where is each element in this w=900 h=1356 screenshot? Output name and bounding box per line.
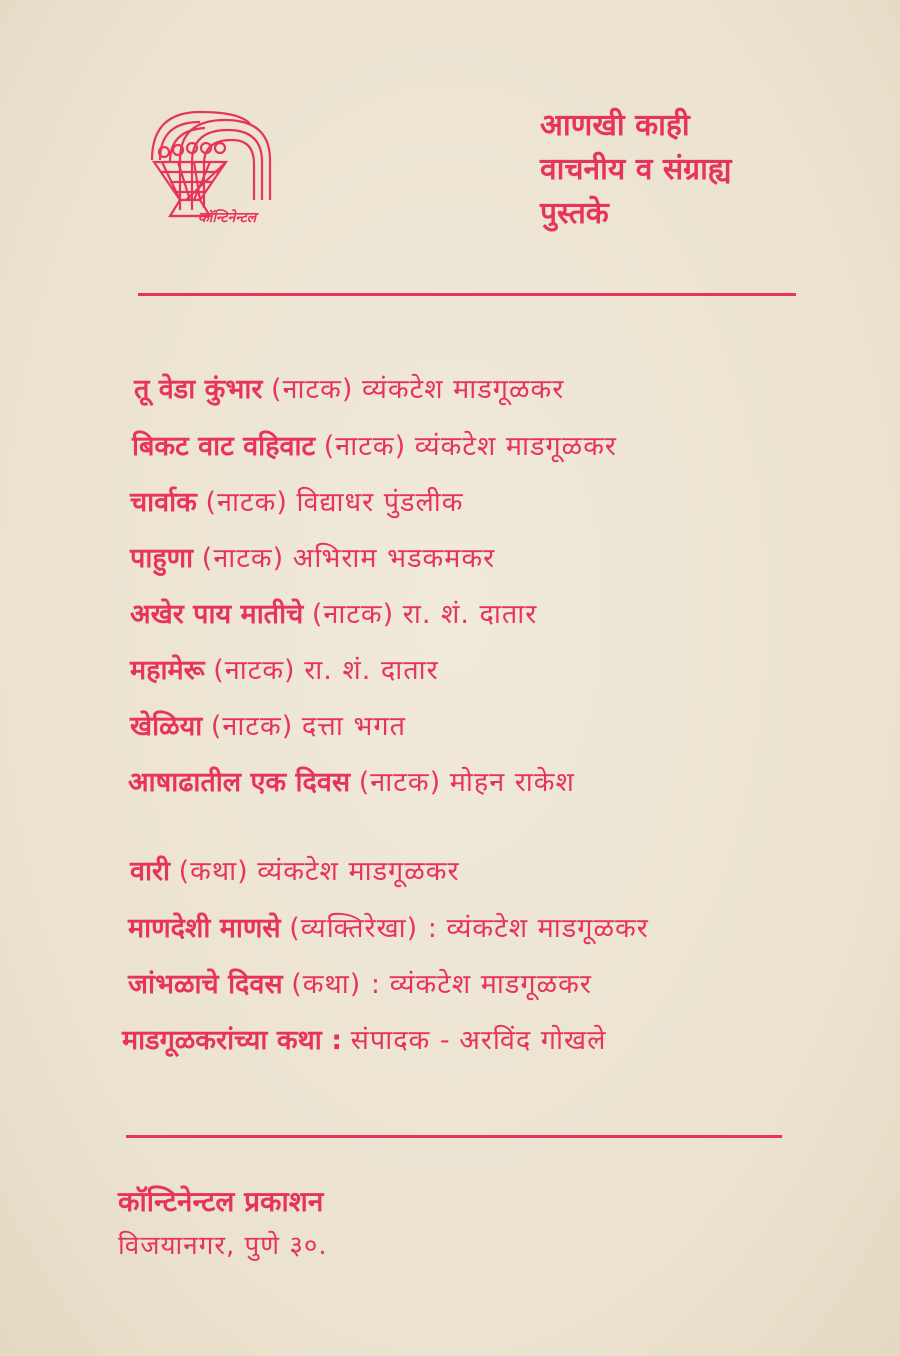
publisher-address: विजयानगर, पुणे ३०. [118, 1231, 328, 1261]
heading-line: पुस्तके [540, 196, 609, 231]
book-item [130, 852, 460, 892]
book-author: व्यंकटेश माडगूळकर [257, 856, 460, 887]
book-author: अभिराम भडकमकर [292, 543, 496, 574]
book-item [128, 965, 592, 1005]
book-title: महामेरू [130, 655, 205, 686]
book-title: बिकट वाट वहिवाट [132, 431, 316, 462]
book-author: रा. शं. दातार [402, 599, 538, 630]
book-author: व्यंकटेश माडगूळकर [446, 913, 649, 944]
book-title: खेळिया [130, 711, 203, 742]
book-title: वारी [130, 856, 171, 887]
book-author: विद्याधर पुंडलीक [296, 487, 464, 518]
publisher-name: कॉन्टिनेन्टल प्रकाशन [118, 1185, 324, 1218]
heading-line: आणखी काही [540, 108, 690, 143]
book-title: माडगूळकरांच्या कथा : [122, 1025, 343, 1056]
heading-line: वाचनीय व संग्राह्य [540, 152, 732, 187]
book-author: दत्ता भगत [301, 711, 406, 742]
book-item [130, 539, 495, 579]
book-title: तू वेडा कुंभार [134, 374, 263, 405]
book-item [128, 763, 575, 803]
book-title: अखेर पाय मातीचे [130, 599, 304, 630]
book-title: पाहुणा [130, 543, 194, 574]
book-item [130, 483, 464, 523]
book-genre: (नाटक) [205, 487, 288, 518]
book-title: आषाढातील एक दिवस [128, 767, 351, 798]
book-author: मोहन राकेश [449, 767, 575, 798]
book-genre: (नाटक) [271, 374, 354, 405]
book-item [122, 1021, 606, 1061]
book-title: चार्वाक [130, 487, 197, 518]
book-genre: (नाटक) [311, 599, 395, 630]
logo-text: कॉन्टिनेन्टल [198, 210, 257, 226]
book-genre: (व्यक्तिरेखा) : [289, 913, 438, 944]
heading [540, 104, 860, 236]
book-item [130, 707, 406, 747]
book-item [130, 595, 537, 635]
book-genre: (कथा) : [291, 969, 381, 1000]
book-genre: (नाटक) [201, 543, 285, 574]
publisher-block [118, 1180, 328, 1268]
book-genre: (नाटक) [213, 655, 296, 686]
book-item [134, 370, 564, 410]
book-genre: (नाटक) [358, 767, 442, 798]
book-author: रा. शं. दातार [304, 655, 439, 686]
top-divider [138, 293, 796, 296]
book-item [130, 651, 439, 691]
book-author: व्यंकटेश माडगूळकर [361, 374, 565, 405]
book-genre: (कथा) [178, 856, 249, 887]
book-item [128, 909, 649, 949]
book-author: अरविंद गोखले [459, 1025, 607, 1056]
book-author: व्यंकटेश माडगूळकर [414, 431, 617, 462]
bottom-divider [126, 1135, 782, 1138]
book-title: माणदेशी माणसे [128, 913, 281, 944]
book-item [132, 427, 617, 467]
book-author: व्यंकटेश माडगूळकर [389, 969, 592, 1000]
book-genre: संपादक - [350, 1025, 451, 1056]
book-genre: (नाटक) [210, 711, 294, 742]
book-title: जांभळाचे दिवस [128, 969, 283, 1000]
book-genre: (नाटक) [323, 431, 407, 462]
